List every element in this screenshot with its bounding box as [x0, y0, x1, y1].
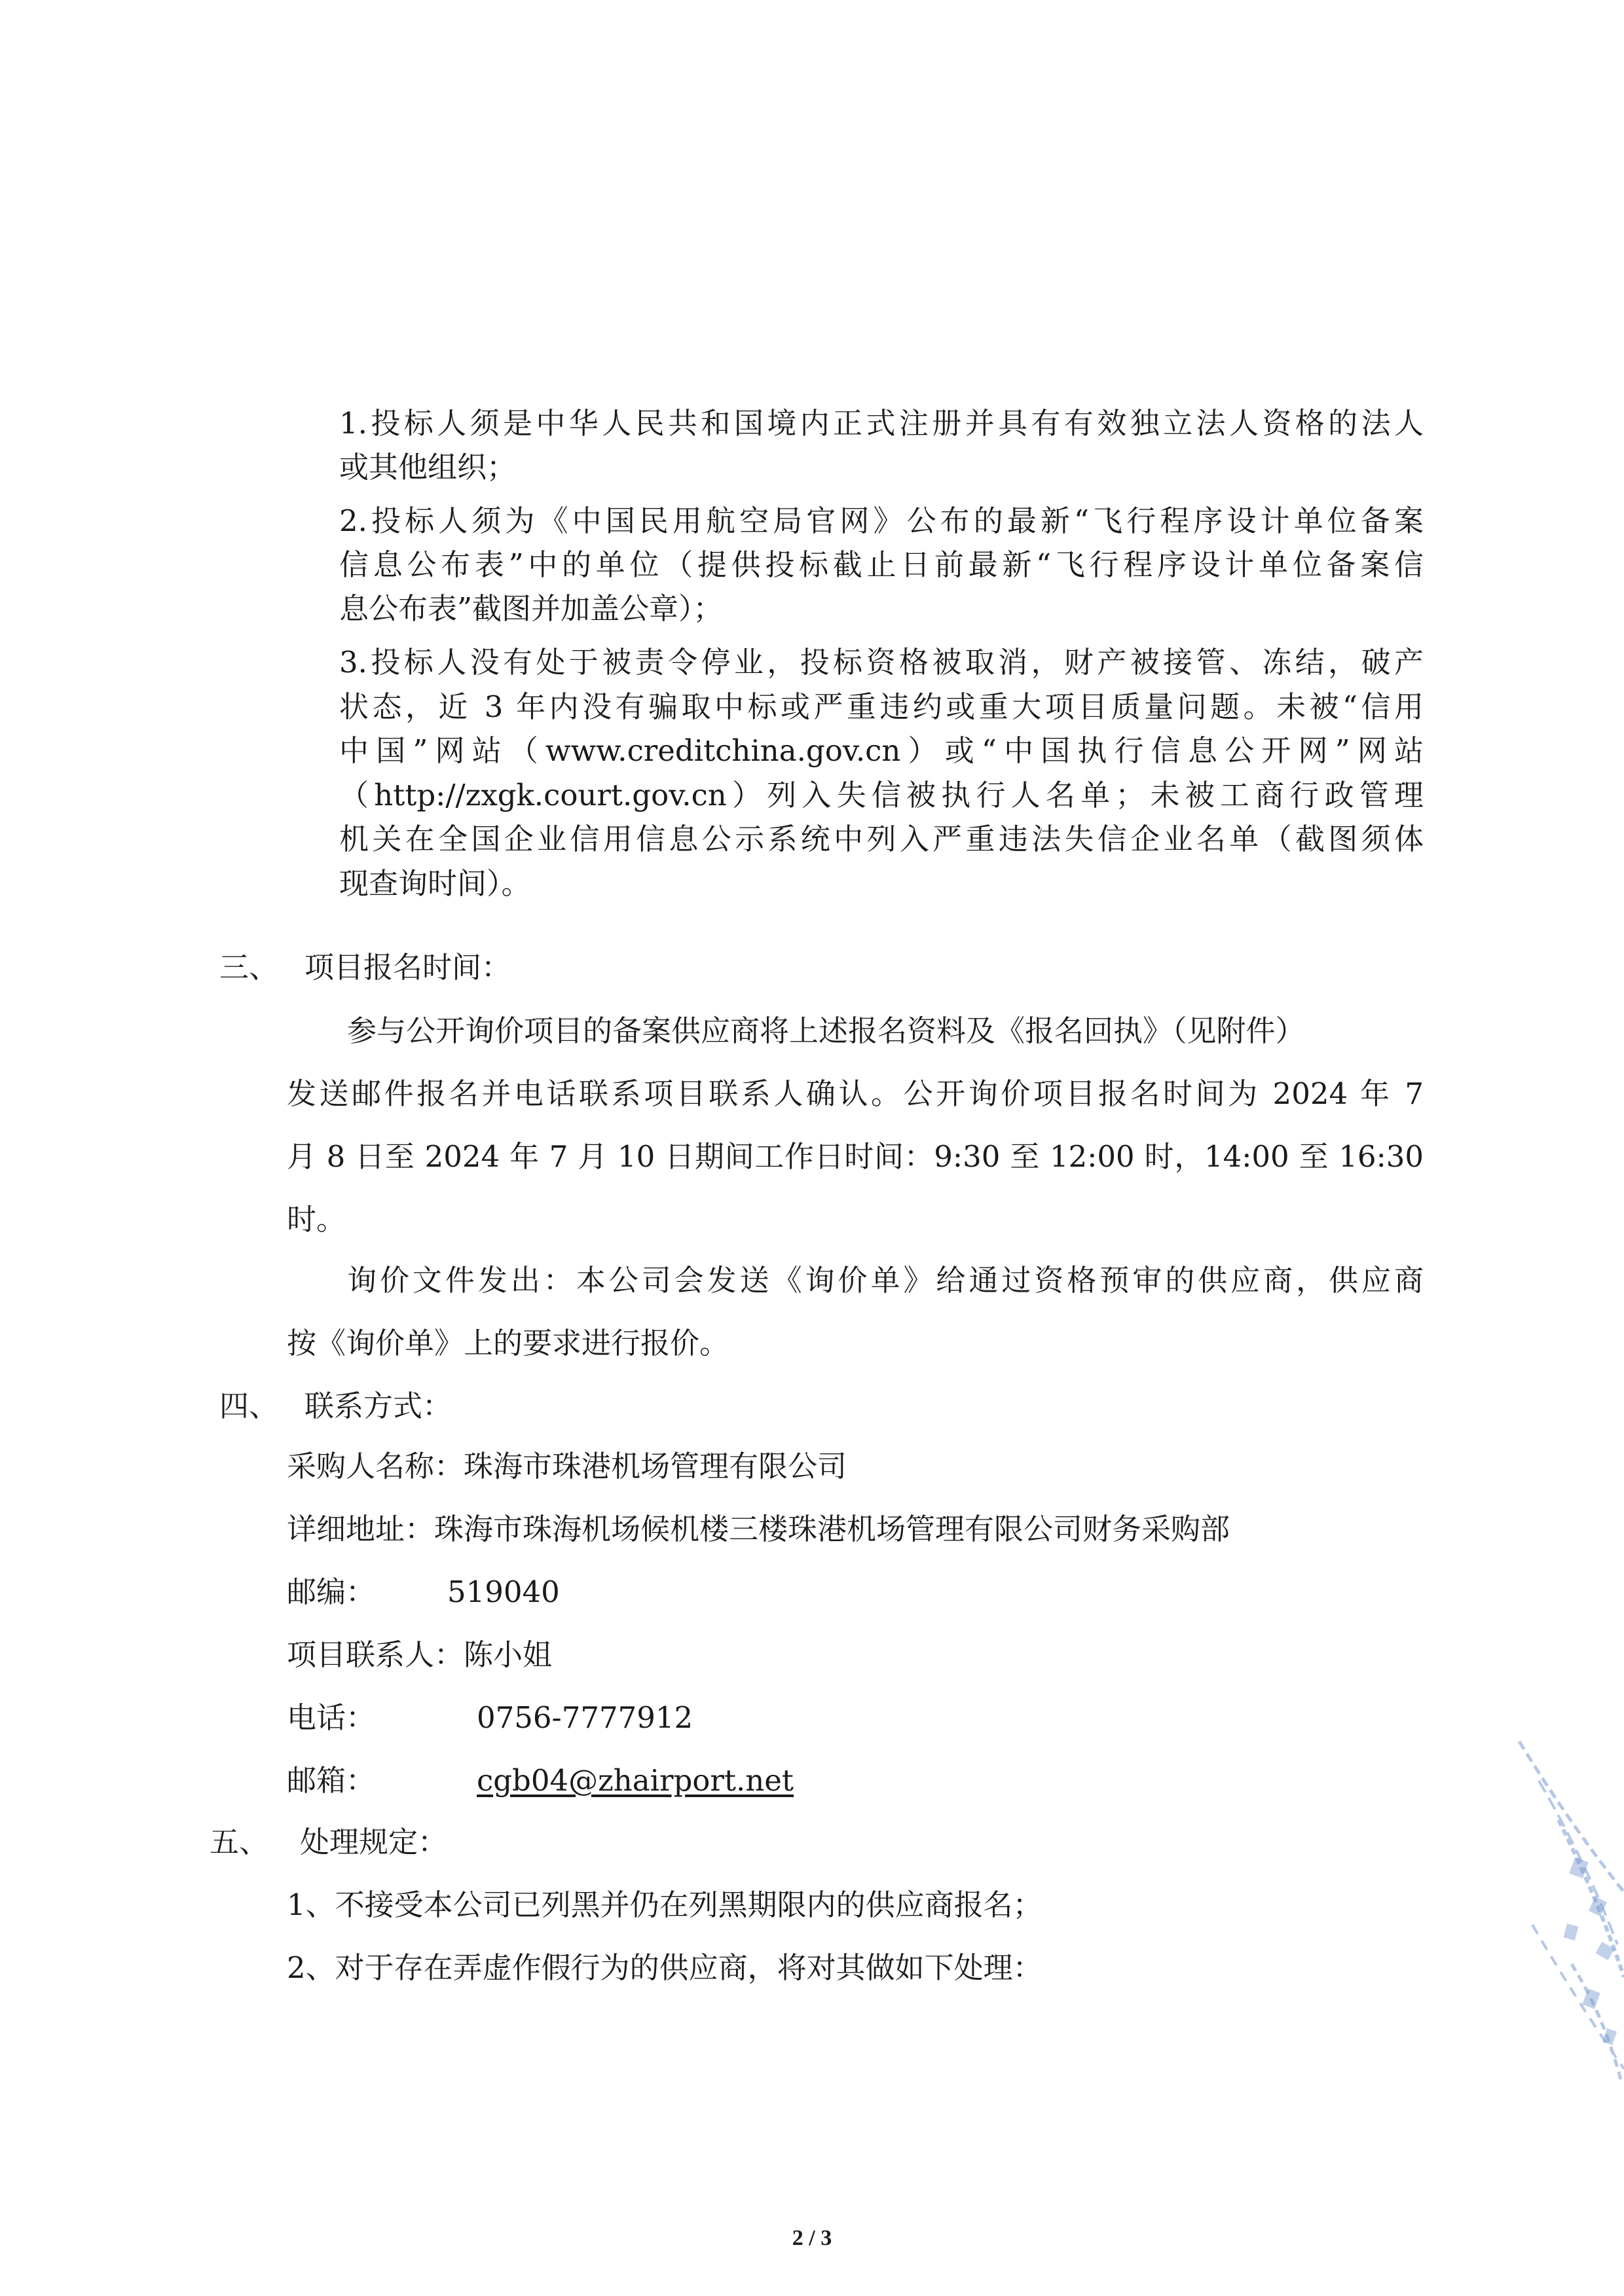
- requirement-3-line-1: 3.投标人没有处于被责令停业，投标资格被取消，财产被接管、冻结，破产: [339, 645, 1424, 680]
- requirement-2-line-3: 息公布表”截图并加盖公章）；: [339, 591, 723, 626]
- section-4-heading: [219, 1387, 452, 1426]
- requirement-3-line-2: 状态，近 3 年内没有骗取中标或严重违约或重大项目质量问题。未被“信用: [339, 689, 1424, 724]
- address-value: 珠海市珠海机场候机楼三楼珠港机场管理有限公司财务采购部: [434, 1512, 1230, 1546]
- email-row: [287, 1761, 794, 1800]
- section-3-para-1-line-2: 发送邮件报名并电话联系项目联系人确认。公开询价项目报名时间为 2024 年 7: [287, 1076, 1424, 1111]
- section-4-title: 联系方式：: [304, 1389, 452, 1423]
- requirement-1-line-2: 或其他组织；: [339, 450, 517, 484]
- phone-value: 0756-7777912: [477, 1700, 693, 1735]
- section-3-number: 三、: [219, 950, 279, 985]
- section-5-rule-2: 2、对于存在弄虚作假行为的供应商，将对其做如下处理：: [287, 1950, 1043, 1985]
- requirement-2-line-2: 信息公布表”中的单位（提供投标截止日前最新“飞行程序设计单位备案信: [339, 547, 1424, 582]
- section-3-para-2-line-1: 询价文件发出：本公司会发送《询价单》给通过资格预审的供应商，供应商: [347, 1263, 1424, 1298]
- section-3-para-1-line-3: 月 8 日至 2024 年 7 月 10 日期间工作日时间：9:30 至 12:00 时，14:00 至 16:30: [287, 1139, 1424, 1174]
- address-row: [287, 1510, 1230, 1549]
- section-3-para-1-line-1: 参与公开询价项目的备案供应商将上述报名资料及《报名回执》（见附件）: [347, 1013, 1305, 1048]
- requirement-1-line-1: 1.投标人须是中华人民共和国境内正式注册并具有有效独立法人资格的法人: [339, 406, 1424, 441]
- address-label: 详细地址：: [287, 1512, 435, 1546]
- section-5-heading: [210, 1823, 447, 1862]
- purchaser-row: [287, 1447, 847, 1486]
- section-5-rule-1: 1、不接受本公司已列黑并仍在列黑期限内的供应商报名；: [287, 1887, 1043, 1922]
- seal-stamp: [1493, 1728, 1624, 2095]
- requirement-3-line-5: 机关在全国企业信用信息公示系统中列入严重违法失信企业名单（截图须体: [339, 822, 1424, 856]
- page-number: 2 / 3: [792, 2226, 832, 2250]
- section-3-para-1-line-4: 时。: [287, 1202, 346, 1237]
- postcode-label: 邮编：: [287, 1575, 376, 1609]
- contact-person-value: 陈小姐: [464, 1637, 553, 1672]
- contact-person-row: [287, 1635, 552, 1675]
- section-5-number: 五、: [210, 1825, 269, 1859]
- requirement-3-line-4: （http://zxgk.court.gov.cn）列入失信被执行人名单；未被工商行政管理: [339, 778, 1424, 812]
- section-5-title: 处理规定：: [300, 1825, 448, 1859]
- requirement-2-line-1: 2.投标人须为《中国民用航空局官网》公布的最新“飞行程序设计单位备案: [339, 503, 1424, 538]
- section-3-title: 项目报名时间：: [304, 950, 511, 985]
- postcode-row: [287, 1573, 560, 1612]
- contact-person-label: 项目联系人：: [287, 1637, 464, 1672]
- requirement-3-line-3: 中国”网站（www.creditchina.gov.cn）或“中国执行信息公开网”网站: [339, 733, 1424, 768]
- section-3-para-2-line-2: 按《询价单》上的要求进行报价。: [287, 1326, 729, 1360]
- section-4-number: 四、: [219, 1389, 279, 1423]
- postcode-value: 519040: [447, 1575, 560, 1609]
- purchaser-value: 珠海市珠港机场管理有限公司: [464, 1449, 847, 1484]
- email-link[interactable]: cgb04@zhairport.net: [477, 1763, 794, 1798]
- purchaser-label: 采购人名称：: [287, 1449, 464, 1484]
- email-label: 邮箱：: [287, 1763, 376, 1798]
- requirement-3-line-6: 现查询时间）。: [339, 866, 531, 901]
- phone-row: [287, 1698, 693, 1738]
- section-3-heading: [219, 948, 511, 987]
- phone-label: 电话：: [287, 1700, 376, 1735]
